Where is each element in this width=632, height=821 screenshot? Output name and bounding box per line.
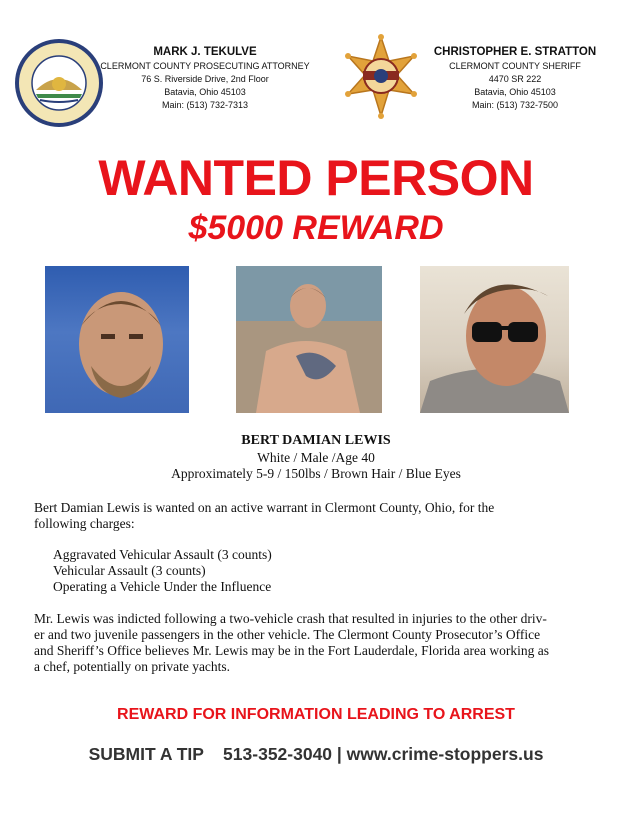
prosecutor-title: CLERMONT COUNTY PROSECUTING ATTORNEY xyxy=(100,61,310,71)
charge-item: Aggravated Vehicular Assault (3 counts) xyxy=(53,547,272,562)
prosecutor-name: MARK J. TEKULVE xyxy=(153,46,257,58)
sheriff-title: CLERMONT COUNTY SHERIFF xyxy=(449,61,581,71)
details-line: Mr. Lewis was indicted following a two-vehicle crash that resulted in injuries to the other driv- xyxy=(34,611,547,626)
sheriff-star-badge-logo xyxy=(338,34,424,120)
suspect-photo-id xyxy=(45,266,189,413)
suspect-description: Approximately 5-9 / 150lbs / Brown Hair / Blue Eyes xyxy=(171,466,461,481)
suspect-name: BERT DAMIAN LEWIS xyxy=(241,433,391,448)
sheriff-phone: Main: (513) 732-7500 xyxy=(471,100,559,110)
reward-callout: REWARD FOR INFORMATION LEADING TO ARREST xyxy=(117,706,515,723)
prosecutor-phone: Main: (513) 732-7313 xyxy=(161,100,249,110)
intro-line-1: Bert Damian Lewis is wanted on an active warrant in Clermont County, Ohio, for the xyxy=(34,500,495,515)
wanted-title: WANTED PERSON xyxy=(98,150,534,206)
intro-line-2: following charges: xyxy=(34,516,135,531)
suspect-photo-sunglasses xyxy=(420,266,569,413)
reward-amount: $5000 REWARD xyxy=(188,209,444,247)
charge-item: Vehicular Assault (3 counts) xyxy=(53,563,206,578)
details-line: and Sheriff’s Office believes Mr. Lewis may be in the Fort Lauderdale, Florida area working as xyxy=(34,643,549,658)
suspect-demographics: White / Male /Age 40 xyxy=(257,450,375,465)
sheriff-address: 4470 SR 222 xyxy=(488,74,542,84)
charge-item: Operating a Vehicle Under the Influence xyxy=(53,579,272,594)
prosecutor-address: 76 S. Riverside Drive, 2nd Floor xyxy=(141,74,269,84)
details-line: a chef, potentially on private yachts. xyxy=(34,659,231,674)
sheriff-contact xyxy=(420,44,610,112)
prosecutor-contact xyxy=(100,44,310,112)
sheriff-name: CHRISTOPHER E. STRATTON xyxy=(433,46,597,58)
submit-tip-line: SUBMIT A TIP 513-352-3040 | www.crime-stoppers.us xyxy=(88,744,544,764)
suspect-photo-beach xyxy=(236,266,382,413)
details-line: er and two juvenile passengers in the other vehicle. The Clermont County Prosecutor’s Office xyxy=(34,627,541,642)
prosecutor-city: Batavia, Ohio 45103 xyxy=(164,87,246,97)
prosecutor-seal-logo xyxy=(14,38,104,128)
sheriff-city: Batavia, Ohio 45103 xyxy=(474,87,556,97)
